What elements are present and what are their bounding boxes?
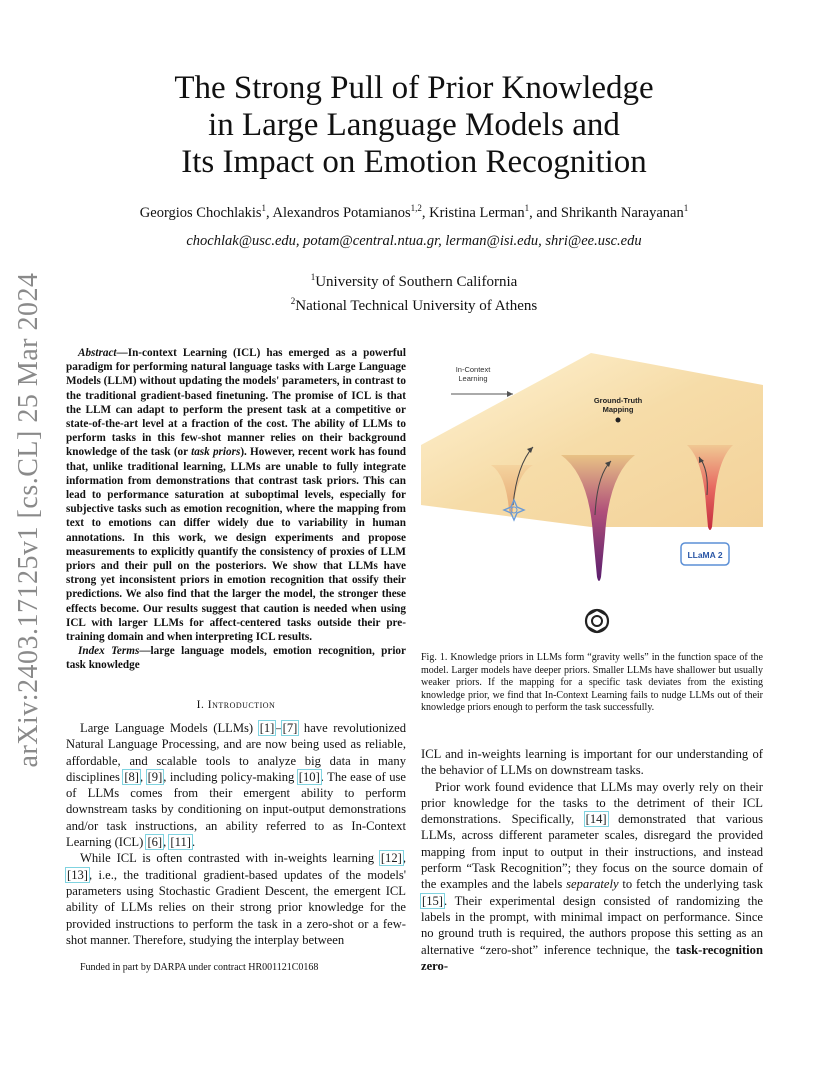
citation-link[interactable]: [15] xyxy=(422,893,443,908)
author: Georgios Chochlakis xyxy=(139,204,262,221)
affiliation: $^2$National Technical University of Athens xyxy=(290,296,538,314)
paragraph: Prior work found evidence that LLMs may overly rely on their prior knowledge for the tasks to the detriment of their ICL demonstrations. Specifically, [14] demonstrated that various LLMs, across different parameter scales, disregard the provided mapping from input to output in their instructions, and instead perform “Task Recognition”; they focus on the source domain of the examples and the labels separately to fetch the underlying task [15]. Their experimental design consisted of randomizing the labels in the prompt, with minimal impact on performance. Since no ground truth is required, the authors propose this setting as an alternative “zero-shot” inference technique, the task-recognition zero- xyxy=(421,779,764,973)
citation-link[interactable]: [13] xyxy=(67,867,88,882)
citation-link[interactable]: [8] xyxy=(124,769,139,784)
author-list: Georgios Chochlakis$^1$, Alexandros Potamianos$^{1,2}$, Kristina Lerman$^1$, and Shrikanth Narayanan$^1$ xyxy=(139,203,689,221)
arxiv-id: arXiv:2403.17125v1 [cs.CL] 25 Mar 2024 xyxy=(13,272,44,768)
author: Kristina Lerman xyxy=(429,204,525,221)
abstract: Abstract—In-context Learning (ICL) has emerged as a powerful paradigm for performing natural language tasks with Large Language Models (LLM) without updating the models' parameters, in contrast to the traditional gradient-based finetuning. The promise of ICL is that the LLM can adapt to perform the present task at a competitive or state-of-the-art level at a fraction of the cost. The ability of LLMs to perform tasks in this few-shot manner relies on their background knowledge of the task (or task priors). However, recent work has found that, unlike traditional learning, LLMs are unable to fully integrate information from demonstrations that contrast task priors. This can lead to performance saturation at suboptimal levels, especially for subjective tasks such as emotion recognition, where the mapping from text to emotions can differ widely due to variability in human annotations. In this work, we design experiments and propose measurements to explicitly quantify the consistency of proxies of LLM priors and their pull on the posteriors. We show that LLMs have strong yet inconsistent priors in emotion recognition that ossify their predictions. We also find that the larger the model, the stronger these effects become. Our results suggest that caution is needed when using ICL with larger LLMs for affect-centered tasks outside their pre-training domain and when interpreting ICL results. Index Terms—large language models, emotion recognition, prior task knowledge xyxy=(66,347,407,672)
index-terms: Index Terms—large language models, emotion recognition, prior task knowledge xyxy=(66,645,406,672)
affiliations xyxy=(80,268,748,316)
citation-link[interactable]: [12] xyxy=(380,851,402,866)
section-heading: I. Introduction xyxy=(196,699,276,711)
title-line: Its Impact on Emotion Recognition xyxy=(181,144,647,180)
paragraph: ICL and in-weights learning is important for our understanding of the behavior of LLMs on downstream tasks. xyxy=(421,747,763,778)
paragraph: While ICL is often contrasted with in-weights learning [12], [13], i.e., the traditional gradient-based updates of the models' parameters using Stochastic Gradient Descent, the emergent ICL ability of LLMs relies on their strong prior knowledge for the provided instructions to perform the task in a zero-shot or a few-shot manner. Therefore, studying the interplay between xyxy=(66,851,406,947)
footnote: Funded in part by DARPA under contract HR001121C0168 xyxy=(80,962,319,973)
paragraph: Large Language Models (LLMs) [1]–[7] have revolutionized Natural Language Processing, and are now being used as reliable, affordable, and scalable tools to analyze big data in many disciplines [8], [9], including policy-making [10]. The ease of use of LLMs comes from their emergent ability to perform downstream tasks by conditioning on input-output demonstrations and/or task instructions, an ability referred to as In-Context Learning (ICL) [6], [11]. xyxy=(66,721,406,850)
figure-gravity-wells xyxy=(421,345,763,645)
arxiv-stamp xyxy=(13,272,44,768)
ground-truth-label: Mapping xyxy=(602,405,634,414)
ground-truth-label: Ground-Truth xyxy=(593,396,643,405)
citation-link[interactable]: [10] xyxy=(298,769,320,784)
icl-label: Learning xyxy=(458,374,488,383)
title-line: in Large Language Models and xyxy=(208,107,620,143)
citation-link[interactable]: [6] xyxy=(147,835,163,850)
figure-caption: Fig. 1. Knowledge priors in LLMs form “gravity wells” in the function space of the model. Larger models have deeper priors. Smaller LLMs have shallower but usually weaker priors. If the mapping for a specific task deviates from the existing knowledge prior, we find that In-Context Learning fails to nudge LLMs out of their knowledge priors enough to perform the task successfully. xyxy=(421,652,763,713)
title-line: The Strong Pull of Prior Knowledge xyxy=(174,70,654,106)
gravity-wells-illustration xyxy=(421,345,763,645)
icl-label: In-Context xyxy=(455,365,491,374)
right-column-text xyxy=(421,746,763,974)
llama-badge-label: LLaMA 2 xyxy=(687,550,723,560)
citation-link[interactable]: [7] xyxy=(282,721,298,735)
introduction-text xyxy=(66,720,406,948)
ground-truth-point xyxy=(616,418,621,423)
citation-link[interactable]: [11] xyxy=(170,835,191,850)
affiliation: $^1$University of Southern California xyxy=(310,272,518,290)
citation-link[interactable]: [1] xyxy=(259,721,275,735)
paper-title xyxy=(80,70,748,181)
abstract-label: Abstract xyxy=(78,347,117,359)
author: and Shrikanth Narayanan xyxy=(536,204,684,221)
author-emails: chochlak@usc.edu, potam@central.ntua.gr, lerman@isi.edu, shri@ee.usc.edu xyxy=(186,233,642,249)
citation-link[interactable]: [9] xyxy=(147,769,163,784)
openai-logo-icon xyxy=(586,610,608,632)
citation-link[interactable]: [14] xyxy=(585,812,607,827)
author: Alexandros Potamianos xyxy=(272,204,411,221)
llama-badge-icon xyxy=(681,543,729,565)
